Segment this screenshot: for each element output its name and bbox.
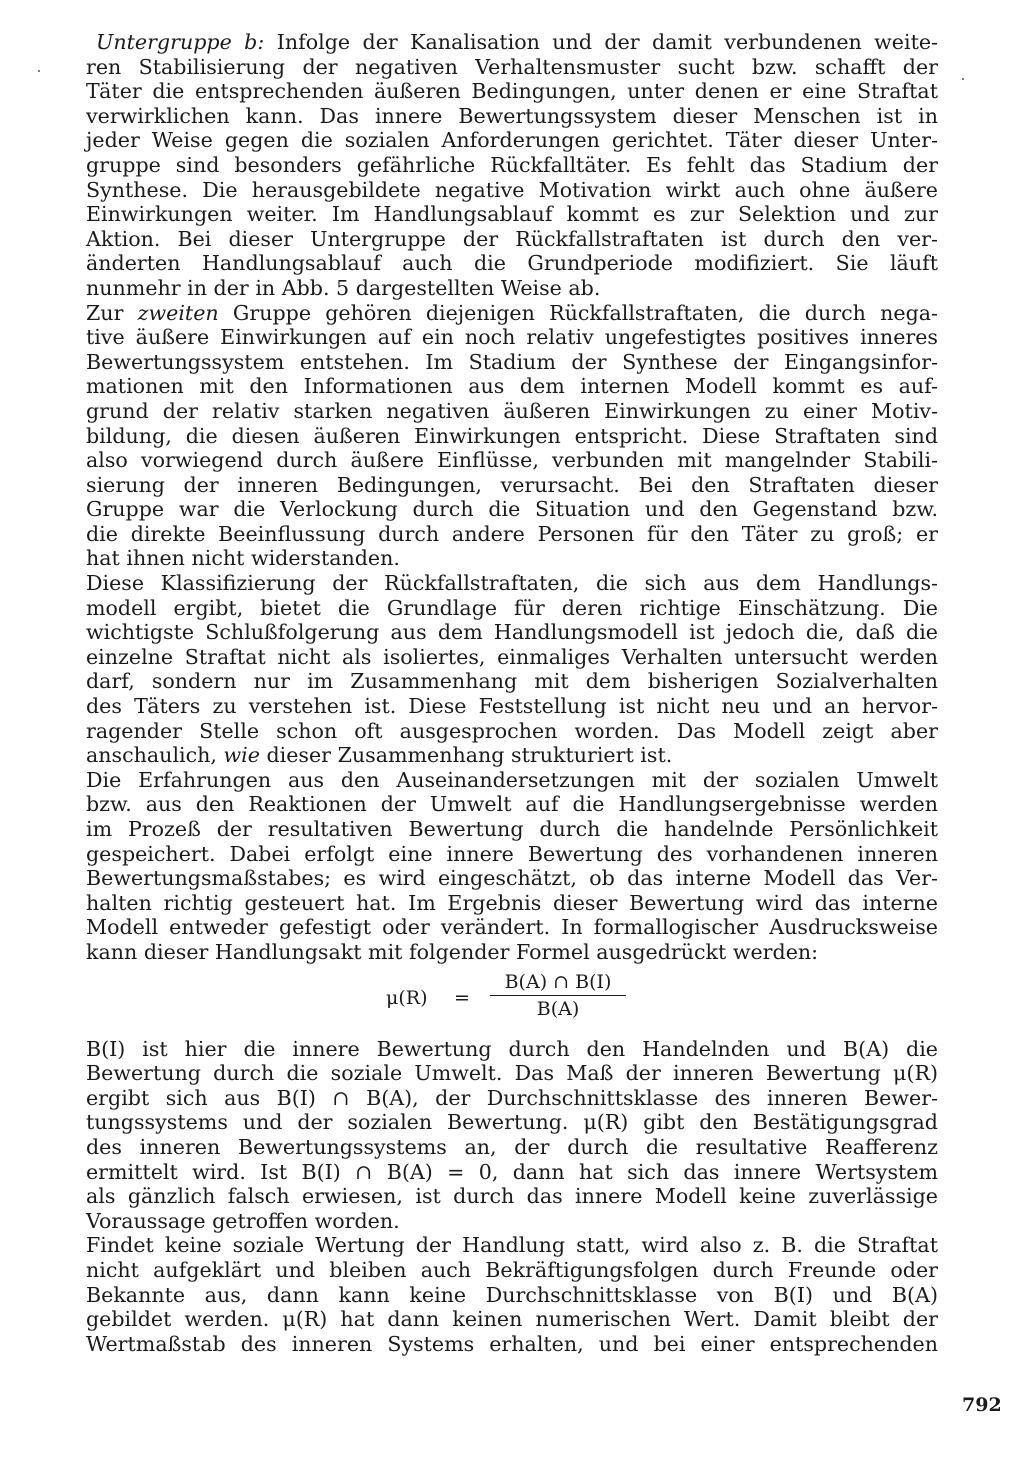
document-page	[86, 30, 938, 1356]
text-line: sierung der inneren Bedingungen, verursacht. Bei den Straftaten dieser	[86, 472, 938, 497]
formula-mu-r	[86, 971, 938, 1033]
text-line: des inneren Bewertungssystems an, der durch die resultative Reafferenz	[86, 1134, 938, 1159]
page-number: 792	[962, 1394, 1002, 1416]
text-line: Bewertung durch die soziale Umwelt. Das Maß der inneren Bewertung μ(R)	[86, 1061, 938, 1086]
text-line: bildung, die diesen äußeren Einwirkungen entspricht. Diese Straftaten sind	[86, 423, 938, 448]
text-line: verwirklichen kann. Das innere Bewertungssystem dieser Menschen ist in	[86, 103, 938, 128]
text-line: Voraussage getroffen worden.	[86, 1208, 400, 1233]
text-line: Die Erfahrungen aus den Auseinandersetzungen mit der sozialen Umwelt	[86, 767, 938, 792]
text-line: jeder Weise gegen die sozialen Anforderungen gerichtet. Täter dieser Unter-	[86, 128, 938, 153]
text-line: darf, sondern nur im Zusammenhang mit dem bisherigen Sozialverhalten	[86, 669, 938, 694]
text-line: Aktion. Bei dieser Untergruppe der Rückfallstraftaten ist durch den ver-	[86, 226, 938, 251]
text-line: Einwirkungen weiter. Im Handlungsablauf kommt es zur Selektion und zur	[86, 202, 938, 227]
text-line: tungssystems und der sozialen Bewertung. μ(R) gibt den Bestätigungsgrad	[86, 1110, 938, 1135]
text-line: Bekannte aus, dann kann keine Durchschnittsklasse von B(I) und B(A)	[86, 1282, 938, 1307]
paragraph-klassifizierung	[86, 571, 938, 768]
paragraph-soziale-wertung	[86, 1233, 938, 1356]
text-line: Diese Klassifizierung der Rückfallstraftaten, die sich aus dem Handlungs-	[86, 571, 938, 596]
emphasis-zweiten: zweiten	[137, 300, 219, 325]
text-line: nunmehr in der in Abb. 5 dargestellten Weise ab.	[86, 275, 601, 300]
text-line: tive äußere Einwirkungen auf ein noch relativ ungefestigtes positives inneres	[86, 325, 938, 350]
text-line: Modell entweder gefestigt oder verändert. In formallogischer Ausdrucksweise	[86, 915, 938, 940]
text-line: Synthese. Die herausgebildete negative Motivation wirkt auch ohne äußere	[86, 177, 938, 202]
text-line: B(I) ist hier die innere Bewertung durch den Handelnden und B(A) die	[86, 1036, 938, 1061]
paragraph-bewertung	[86, 1037, 938, 1234]
formula-lhs: μ(R)	[386, 986, 428, 1009]
formula-equals: =	[454, 986, 470, 1009]
text-line: Täter die entsprechenden äußeren Bedingungen, unter denen er eine Straftat	[86, 79, 938, 104]
text-line: Gruppe war die Verlockung durch die Situation und den Gegenstand bzw.	[86, 497, 938, 522]
text-line: ergibt sich aus B(I) ∩ B(A), der Durchschnittsklasse des inneren Bewer-	[86, 1085, 938, 1110]
formula-fraction	[490, 971, 626, 1020]
text-line: grund der relativ starken negativen äußeren Einwirkungen zu einer Motiv-	[86, 398, 938, 423]
text-line: gebildet werden. μ(R) hat dann keinen numerischen Wert. Damit bleibt der	[86, 1307, 938, 1332]
text-line: im Prozeß der resultativen Bewertung durch die handelnde Persönlichkeit	[86, 817, 938, 841]
paragraph-zweite-gruppe	[86, 301, 938, 572]
text-line: Bewertungssystem entstehen. Im Stadium der Synthese der Eingangsinfor-	[86, 349, 938, 374]
text-line: mationen mit den Informationen aus dem internen Modell kommt es auf-	[86, 374, 938, 399]
text-line: Wertmaßstab des inneren Systems erhalten, und bei einer entsprechenden	[86, 1331, 938, 1356]
text-line: hat ihnen nicht widerstanden.	[86, 546, 400, 571]
scan-speck-right	[962, 78, 964, 80]
subheading-untergruppe-b: Untergruppe b:	[96, 30, 265, 54]
emphasis-wie: wie	[223, 743, 260, 768]
text-line: anschaulich, wie dieser Zusammenhang strukturiert ist.	[86, 743, 673, 768]
scan-speck-left	[38, 70, 40, 72]
text-line: Untergruppe b: Infolge der Kanalisation und der damit verbundenen weite-	[96, 30, 939, 54]
text-line: ermittelt wird. Ist B(I) ∩ B(A) = 0, dann hat sich das innere Wertsystem	[86, 1159, 938, 1184]
text-line: ren Stabilisierung der negativen Verhaltensmuster sucht bzw. schafft der	[86, 54, 938, 79]
formula-denominator: B(A)	[536, 997, 580, 1020]
text-line: die direkte Beeinflussung durch andere Personen für den Täter zu groß; er	[86, 521, 938, 546]
text-line: änderten Handlungsablauf auch die Grundperiode modifiziert. Sie läuft	[86, 251, 938, 276]
text-line: als gänzlich falsch erwiesen, ist durch das innere Modell keine zuverlässige	[86, 1184, 938, 1209]
text-line: Findet keine soziale Wertung der Handlung statt, wird also z. B. die Straftat	[86, 1233, 938, 1258]
text-line: kann dieser Handlungsakt mit folgender Formel ausgedrückt werden:	[86, 939, 819, 964]
text-line: gespeichert. Dabei erfolgt eine innere Bewertung des vorhandenen inneren	[86, 841, 938, 866]
text-line: bzw. aus den Reaktionen der Umwelt auf die Handlungsergebnisse werden	[86, 792, 938, 817]
text-line: halten richtig gesteuert hat. Im Ergebnis dieser Bewertung wird das interne	[86, 890, 938, 915]
text-line: modell ergibt, bietet die Grundlage für deren richtige Einschätzung. Die	[86, 595, 938, 620]
text-line: also vorwiegend durch äußere Einflüsse, verbunden mit mangelnder Stabili-	[86, 448, 938, 473]
text-line: nicht aufgeklärt und bleiben auch Bekräftigungsfolgen durch Freunde oder	[86, 1257, 938, 1282]
paragraph-untergruppe-b	[86, 30, 938, 301]
text-line: des Täters zu verstehen ist. Diese Feststellung ist nicht neu und an hervor-	[86, 694, 938, 719]
text-line: wichtigste Schlußfolgerung aus dem Handlungsmodell ist jedoch die, daß die	[86, 620, 938, 645]
text-line: einzelne Straftat nicht als isoliertes, einmaliges Verhalten untersucht werden	[86, 644, 938, 669]
text-line: Bewertungsmaßstabes; es wird eingeschätzt, ob das interne Modell das Ver-	[86, 866, 938, 891]
text-line: gruppe sind besonders gefährliche Rückfalltäter. Es fehlt das Stadium der	[86, 152, 938, 177]
text-line: ragender Stelle schon oft ausgesprochen worden. Das Modell zeigt aber	[86, 718, 938, 743]
paragraph-erfahrungen	[86, 768, 938, 965]
formula-numerator: B(A) ∩ B(I)	[490, 971, 626, 996]
text-line: Zur zweiten Gruppe gehören diejenigen Rückfallstraftaten, die durch nega-	[86, 300, 938, 325]
